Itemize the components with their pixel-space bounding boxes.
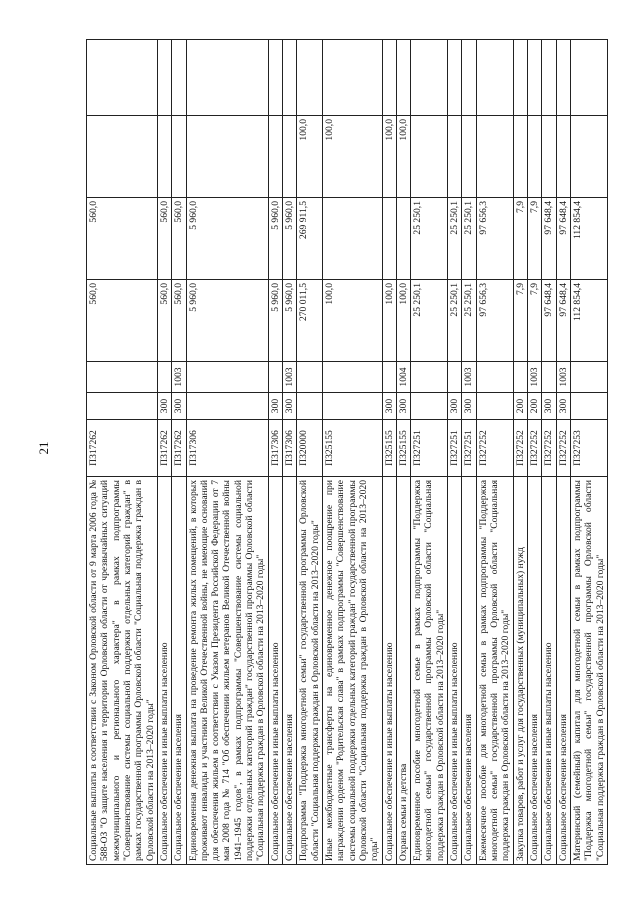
row-amount-4 <box>448 40 462 116</box>
row-section-code <box>476 362 513 393</box>
row-expense-type <box>570 393 607 420</box>
row-name: Социальные выплаты в соответствии с Законом Орловской области от 9 марта 2006 года № 588-ОЗ "О защите населения и территории Орловской области от чрезвычайных ситуаций межмуниципального и регионального характера" в рамках подпрограммы "Совершенствование системы социальной поддержки отдельных категорий граждан" в рамках государственной программы Орловской области "Социальная поддержка граждан в Орловской области на 2013–2020 годы" <box>87 477 158 865</box>
page-number: 21 <box>36 441 51 455</box>
row-total-amount: 97 656,3 <box>476 280 513 362</box>
row-name: Социальное обеспечение и иные выплаты населению <box>382 477 396 865</box>
row-section-code <box>87 362 158 393</box>
row-amount-4 <box>513 40 527 116</box>
row-amount-3 <box>556 116 570 198</box>
row-target-code: П327252 <box>542 420 556 477</box>
row-name: Подпрограмма "Поддержка многодетной семьи" государственной программы Орловской области "Социальная поддержка граждан в Орловской области на 2013–2020 годы" <box>297 477 323 865</box>
row-total-amount: 100,0 <box>382 280 396 362</box>
row-amount-3 <box>476 116 513 198</box>
row-expense-type <box>297 393 323 420</box>
row-amount-3 <box>448 116 462 198</box>
budget-table <box>86 39 608 865</box>
row-amount-4 <box>87 40 158 116</box>
row-name: Материнский (семейный) капитал для многодетной семьи в рамках подпрограммы "Поддержка многодетной семьи" государственной программы Орловской области "Социальная поддержка граждан в Орловской области на 2013–2020 годы" <box>570 477 607 865</box>
row-total-amount: 560,0 <box>87 280 158 362</box>
row-amount-2: 112 854,4 <box>570 198 607 280</box>
row-section-code: 1003 <box>556 362 570 393</box>
row-expense-type <box>476 393 513 420</box>
row-amount-4 <box>411 40 448 116</box>
row-expense-type: 300 <box>283 393 297 420</box>
row-target-code: П327251 <box>411 420 448 477</box>
row-expense-type <box>87 393 158 420</box>
row-section-code <box>542 362 556 393</box>
row-total-amount: 25 250,1 <box>448 280 462 362</box>
row-section-code: 1004 <box>396 362 410 393</box>
row-name: Социальное обеспечение населения <box>527 477 541 865</box>
table-row <box>396 40 410 865</box>
row-amount-4 <box>283 40 297 116</box>
row-amount-4 <box>186 40 268 116</box>
row-amount-2: 560,0 <box>172 198 186 280</box>
row-name: Социальное обеспечение населения <box>462 477 476 865</box>
row-amount-2: 560,0 <box>157 198 171 280</box>
row-total-amount: 112 854,4 <box>570 280 607 362</box>
table-row <box>542 40 556 865</box>
row-expense-type: 200 <box>527 393 541 420</box>
row-target-code: П317262 <box>172 420 186 477</box>
row-section-code <box>157 362 171 393</box>
table-row <box>382 40 396 865</box>
row-section-code: 1003 <box>283 362 297 393</box>
row-name: Закупка товаров, работ и услуг для государственных (муниципальных) нужд <box>513 477 527 865</box>
row-section-code <box>382 362 396 393</box>
row-name: Социальное обеспечение населения <box>283 477 297 865</box>
row-target-code: П317262 <box>157 420 171 477</box>
table-row <box>448 40 462 865</box>
row-amount-2: 5 960,0 <box>186 198 268 280</box>
row-expense-type: 300 <box>462 393 476 420</box>
row-expense-type: 300 <box>157 393 171 420</box>
row-amount-4 <box>297 40 323 116</box>
row-name: Социальное обеспечение и иные выплаты населению <box>448 477 462 865</box>
row-section-code <box>448 362 462 393</box>
row-amount-2: 560,0 <box>87 198 158 280</box>
row-name: Ежемесячное пособие для многодетной семьи в рамках подпрограммы "Поддержка многодетной семьи" государственной программы Орловской области "Социальная поддержка граждан в Орловской области на 2013–2020 годы" <box>476 477 513 865</box>
row-amount-4 <box>172 40 186 116</box>
row-total-amount: 25 250,1 <box>462 280 476 362</box>
row-section-code <box>411 362 448 393</box>
row-amount-4 <box>322 40 382 116</box>
row-amount-3 <box>157 116 171 198</box>
row-section-code <box>268 362 282 393</box>
row-name: Иные межбюджетные трансферты на единовременное денежное поощрение при награждении орденом "Родительская слава" в рамках подпрограммы "Совершенствование системы социальной поддержки отдельных категорий граждан" государственной программы Орловской области "Социальная поддержка граждан в Орловской области на 2013–2020 годы" <box>322 477 382 865</box>
row-target-code: П327251 <box>462 420 476 477</box>
row-name: Социальное обеспечение населения <box>556 477 570 865</box>
table-row <box>87 40 158 865</box>
row-expense-type: 300 <box>268 393 282 420</box>
row-target-code: П327252 <box>556 420 570 477</box>
row-expense-type <box>411 393 448 420</box>
row-expense-type: 300 <box>382 393 396 420</box>
row-amount-4 <box>570 40 607 116</box>
row-amount-2 <box>382 198 396 280</box>
table-row <box>411 40 448 865</box>
row-amount-3: 100,0 <box>322 116 382 198</box>
row-section-code <box>186 362 268 393</box>
row-total-amount: 5 960,0 <box>268 280 282 362</box>
row-amount-2: 97 656,3 <box>476 198 513 280</box>
row-target-code: П327253 <box>570 420 607 477</box>
table-row <box>556 40 570 865</box>
table-row <box>476 40 513 865</box>
row-name: Охрана семьи и детства <box>396 477 410 865</box>
row-amount-3: 100,0 <box>382 116 396 198</box>
table-row <box>513 40 527 865</box>
row-target-code: П317306 <box>268 420 282 477</box>
row-amount-3 <box>268 116 282 198</box>
row-amount-4 <box>542 40 556 116</box>
row-amount-3 <box>570 116 607 198</box>
row-amount-3 <box>283 116 297 198</box>
row-amount-4 <box>556 40 570 116</box>
row-total-amount: 100,0 <box>322 280 382 362</box>
row-section-code <box>322 362 382 393</box>
row-expense-type: 300 <box>542 393 556 420</box>
row-amount-2: 5 960,0 <box>268 198 282 280</box>
row-amount-4 <box>476 40 513 116</box>
row-section-code <box>570 362 607 393</box>
row-total-amount: 560,0 <box>172 280 186 362</box>
row-target-code: П317262 <box>87 420 158 477</box>
row-amount-3 <box>513 116 527 198</box>
row-section-code <box>297 362 323 393</box>
row-section-code: 1003 <box>527 362 541 393</box>
row-amount-4 <box>268 40 282 116</box>
row-name: Единовременное пособие многодетной семье в рамках подпрограммы "Поддержка многодетной семьи" государственной программы Орловской области "Социальная поддержка граждан в Орловской области на 2013–2020 годы" <box>411 477 448 865</box>
table-row <box>172 40 186 865</box>
row-amount-3 <box>411 116 448 198</box>
row-amount-4 <box>382 40 396 116</box>
row-target-code: П317306 <box>186 420 268 477</box>
row-total-amount: 270 011,5 <box>297 280 323 362</box>
budget-table-page <box>86 40 640 865</box>
row-total-amount: 5 960,0 <box>186 280 268 362</box>
row-section-code <box>513 362 527 393</box>
row-amount-2: 97 648,4 <box>556 198 570 280</box>
row-amount-4 <box>462 40 476 116</box>
row-amount-4 <box>527 40 541 116</box>
row-target-code: П325155 <box>396 420 410 477</box>
row-target-code: П327252 <box>527 420 541 477</box>
table-row <box>283 40 297 865</box>
row-amount-3 <box>542 116 556 198</box>
table-row <box>462 40 476 865</box>
row-amount-3: 100,0 <box>396 116 410 198</box>
row-target-code: П325155 <box>322 420 382 477</box>
row-amount-2: 97 648,4 <box>542 198 556 280</box>
row-target-code: П327251 <box>448 420 462 477</box>
row-name: Социальное обеспечение и иные выплаты населению <box>157 477 171 865</box>
row-total-amount: 7,9 <box>513 280 527 362</box>
row-expense-type <box>322 393 382 420</box>
row-total-amount: 7,9 <box>527 280 541 362</box>
row-target-code: П327252 <box>513 420 527 477</box>
row-amount-4 <box>157 40 171 116</box>
table-row <box>186 40 268 865</box>
row-name: Социальное обеспечение и иные выплаты населению <box>268 477 282 865</box>
row-amount-2: 5 960,0 <box>283 198 297 280</box>
row-expense-type: 300 <box>448 393 462 420</box>
row-expense-type: 300 <box>556 393 570 420</box>
row-expense-type: 300 <box>172 393 186 420</box>
row-target-code: П320000 <box>297 420 323 477</box>
row-section-code: 1003 <box>462 362 476 393</box>
row-expense-type: 300 <box>396 393 410 420</box>
table-row <box>157 40 171 865</box>
row-name: Единовременная денежная выплата на проведение ремонта жилых помещений, в которых проживают инвалиды и участники Великой Отечественной войны, не имеющие оснований для обеспечения жильем в соответствии с Указом Президента Российской Федерации от 7 мая 2008 года № 714 "Об обеспечении жильем ветеранов Великой Отечественной войны 1941–1945 годов", в рамках подпрограммы "Совершенствование системы социальной поддержки отдельных категорий граждан" государственной программы Орловской области "Социальная поддержка граждан в Орловской области на 2013–2020 годы" <box>186 477 268 865</box>
row-amount-3 <box>462 116 476 198</box>
row-expense-type <box>186 393 268 420</box>
row-amount-3 <box>172 116 186 198</box>
row-amount-3 <box>87 116 158 198</box>
row-amount-2 <box>322 198 382 280</box>
row-name: Социальное обеспечение и иные выплаты населению <box>542 477 556 865</box>
table-row <box>527 40 541 865</box>
row-target-code: П327252 <box>476 420 513 477</box>
row-total-amount: 560,0 <box>157 280 171 362</box>
table-row <box>297 40 323 865</box>
row-amount-2 <box>396 198 410 280</box>
row-section-code: 1003 <box>172 362 186 393</box>
table-row <box>322 40 382 865</box>
row-total-amount: 97 648,4 <box>556 280 570 362</box>
row-amount-2: 25 250,1 <box>448 198 462 280</box>
row-expense-type: 200 <box>513 393 527 420</box>
row-target-code: П325155 <box>382 420 396 477</box>
row-amount-2: 25 250,1 <box>462 198 476 280</box>
row-amount-2: 7,9 <box>513 198 527 280</box>
row-total-amount: 5 960,0 <box>283 280 297 362</box>
row-name: Социальное обеспечение населения <box>172 477 186 865</box>
table-row <box>268 40 282 865</box>
row-total-amount: 25 250,1 <box>411 280 448 362</box>
row-amount-2: 25 250,1 <box>411 198 448 280</box>
table-row <box>570 40 607 865</box>
row-amount-2: 7,9 <box>527 198 541 280</box>
row-amount-3: 100,0 <box>297 116 323 198</box>
row-total-amount: 97 648,4 <box>542 280 556 362</box>
row-amount-4 <box>396 40 410 116</box>
row-target-code: П317306 <box>283 420 297 477</box>
row-amount-3 <box>527 116 541 198</box>
row-amount-3 <box>186 116 268 198</box>
row-amount-2: 269 911,5 <box>297 198 323 280</box>
row-total-amount: 100,0 <box>396 280 410 362</box>
